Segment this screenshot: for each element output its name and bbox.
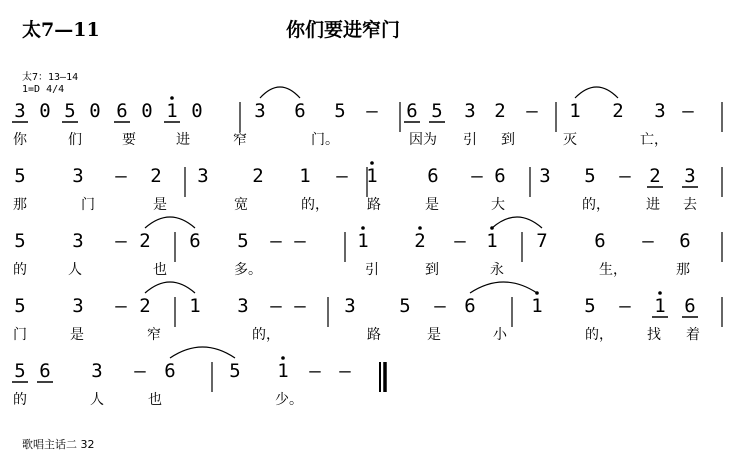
sustain-dash: – [454, 230, 466, 252]
sustain-dash: – [115, 165, 127, 187]
lyric-syllable: 的 [13, 262, 27, 278]
sustain-dash: – [619, 295, 631, 317]
note: 5 [431, 100, 443, 122]
note: 6 [679, 230, 691, 252]
lyric-syllable: 引 [365, 262, 379, 278]
note: 5 [399, 295, 411, 317]
sustain-dash: – [526, 100, 538, 122]
sustain-dash: – [471, 165, 483, 187]
lyric-syllable: 门。 [311, 132, 339, 148]
lyric-syllable: 的， [301, 197, 329, 213]
note: 5 [237, 230, 249, 252]
note: 3 [684, 165, 696, 187]
note: 1 [486, 230, 498, 252]
note: 5 [584, 165, 596, 187]
note: 1 [189, 295, 201, 317]
note: 3 [654, 100, 666, 122]
lyric-syllable: 生， [599, 262, 627, 278]
note: 1 [277, 360, 289, 382]
note: 1 [531, 295, 543, 317]
note: 5 [229, 360, 241, 382]
sustain-dash: – [115, 230, 127, 252]
note: 2 [139, 295, 151, 317]
scripture-reference: 太7—11 [22, 19, 100, 41]
lyric-syllable: 们 [68, 132, 82, 148]
slur [492, 217, 542, 228]
sustain-dash: – [309, 360, 321, 382]
note: 6 [427, 165, 439, 187]
lyric-syllable: 引 [463, 132, 477, 148]
lyric-syllable: 亡， [640, 132, 668, 148]
lyric-syllable: 找 [647, 327, 661, 343]
slur [145, 282, 195, 293]
note: 6 [494, 165, 506, 187]
note: 1 [569, 100, 581, 122]
sustain-dash: – [134, 360, 146, 382]
note: 1 [299, 165, 311, 187]
note: 6 [189, 230, 201, 252]
note: 3 [72, 295, 84, 317]
sustain-dash: – [336, 165, 348, 187]
note: 6 [39, 360, 51, 382]
note: 2 [252, 165, 264, 187]
note: 1 [654, 295, 666, 317]
lyric-syllable: 永 [490, 262, 504, 278]
lyric-syllable: 小 [493, 327, 507, 343]
note: 6 [164, 360, 176, 382]
sustain-dash: – [294, 230, 306, 252]
note: 5 [14, 295, 26, 317]
lyric-syllable: 多。 [234, 262, 262, 278]
lyric-syllable: 路 [367, 327, 381, 343]
slur [260, 87, 300, 98]
sustain-dash: – [270, 295, 282, 317]
sustain-dash: – [619, 165, 631, 187]
note: 7 [536, 230, 548, 252]
lyric-syllable: 的， [582, 197, 610, 213]
note: 3 [464, 100, 476, 122]
song-title: 你们要进窄门 [286, 19, 401, 41]
note: 6 [464, 295, 476, 317]
lyric-syllable: 那 [676, 262, 690, 278]
note: 0 [141, 100, 153, 122]
note: 1 [166, 100, 178, 122]
note: 0 [89, 100, 101, 122]
note: 3 [539, 165, 551, 187]
lyric-syllable: 的 [13, 392, 27, 408]
note: 6 [116, 100, 128, 122]
lyric-syllable: 的， [252, 327, 280, 343]
note: 3 [254, 100, 266, 122]
lyric-syllable: 少。 [275, 392, 303, 408]
sustain-dash: – [682, 100, 694, 122]
note: 0 [191, 100, 203, 122]
slur [575, 87, 618, 98]
note: 6 [684, 295, 696, 317]
note: 2 [494, 100, 506, 122]
slur [470, 282, 537, 293]
lyric-syllable: 也 [153, 262, 167, 278]
lyric-syllable: 要 [122, 132, 136, 148]
lyric-syllable: 去 [683, 197, 697, 213]
note: 5 [584, 295, 596, 317]
lyric-syllable: 进 [176, 132, 190, 148]
slur [145, 217, 195, 228]
note: 6 [294, 100, 306, 122]
lyric-syllable: 人 [68, 262, 82, 278]
lyric-syllable: 的， [585, 327, 613, 343]
note: 3 [14, 100, 26, 122]
scripture-verse: 太7：13—14 [22, 72, 79, 83]
note: 1 [366, 165, 378, 187]
sustain-dash: – [366, 100, 378, 122]
sustain-dash: – [339, 360, 351, 382]
sustain-dash: – [270, 230, 282, 252]
lyric-syllable: 门 [13, 327, 27, 343]
slur [170, 347, 235, 358]
lyric-syllable: 因为 [409, 132, 437, 148]
lyric-syllable: 是 [425, 197, 439, 213]
note: 5 [64, 100, 76, 122]
note: 3 [91, 360, 103, 382]
sustain-dash: – [294, 295, 306, 317]
note: 3 [197, 165, 209, 187]
note: 3 [237, 295, 249, 317]
note: 2 [649, 165, 661, 187]
lyric-syllable: 灭 [563, 132, 577, 148]
lyric-syllable: 窄 [233, 132, 247, 148]
lyric-syllable: 进 [646, 197, 660, 213]
lyric-syllable: 是 [70, 327, 84, 343]
note: 1 [357, 230, 369, 252]
note: 6 [406, 100, 418, 122]
lyric-syllable: 是 [427, 327, 441, 343]
note: 5 [14, 165, 26, 187]
note: 3 [72, 165, 84, 187]
lyric-syllable: 宽 [234, 197, 248, 213]
lyric-syllable: 到 [501, 132, 515, 148]
sustain-dash: – [115, 295, 127, 317]
note: 6 [594, 230, 606, 252]
note: 2 [612, 100, 624, 122]
sustain-dash: – [642, 230, 654, 252]
note: 5 [14, 360, 26, 382]
note: 2 [139, 230, 151, 252]
note: 5 [334, 100, 346, 122]
note: 0 [39, 100, 51, 122]
lyric-syllable: 人 [90, 392, 104, 408]
lyric-syllable: 是 [153, 197, 167, 213]
lyric-syllable: 大 [491, 197, 505, 213]
note: 2 [414, 230, 426, 252]
footer-source: 歌唱主话二 32 [22, 438, 95, 451]
sustain-dash: – [434, 295, 446, 317]
note: 3 [72, 230, 84, 252]
lyric-syllable: 你 [13, 132, 27, 148]
lyric-syllable: 那 [13, 197, 27, 213]
lyric-syllable: 窄 [147, 327, 161, 343]
lyric-syllable: 路 [367, 197, 381, 213]
lyric-syllable: 到 [425, 262, 439, 278]
note: 3 [344, 295, 356, 317]
note: 5 [14, 230, 26, 252]
key-signature: 1=D 4/4 [22, 84, 65, 95]
lyric-syllable: 门 [81, 197, 95, 213]
note: 2 [150, 165, 162, 187]
lyric-syllable: 也 [148, 392, 162, 408]
lyric-syllable: 着 [686, 327, 700, 343]
